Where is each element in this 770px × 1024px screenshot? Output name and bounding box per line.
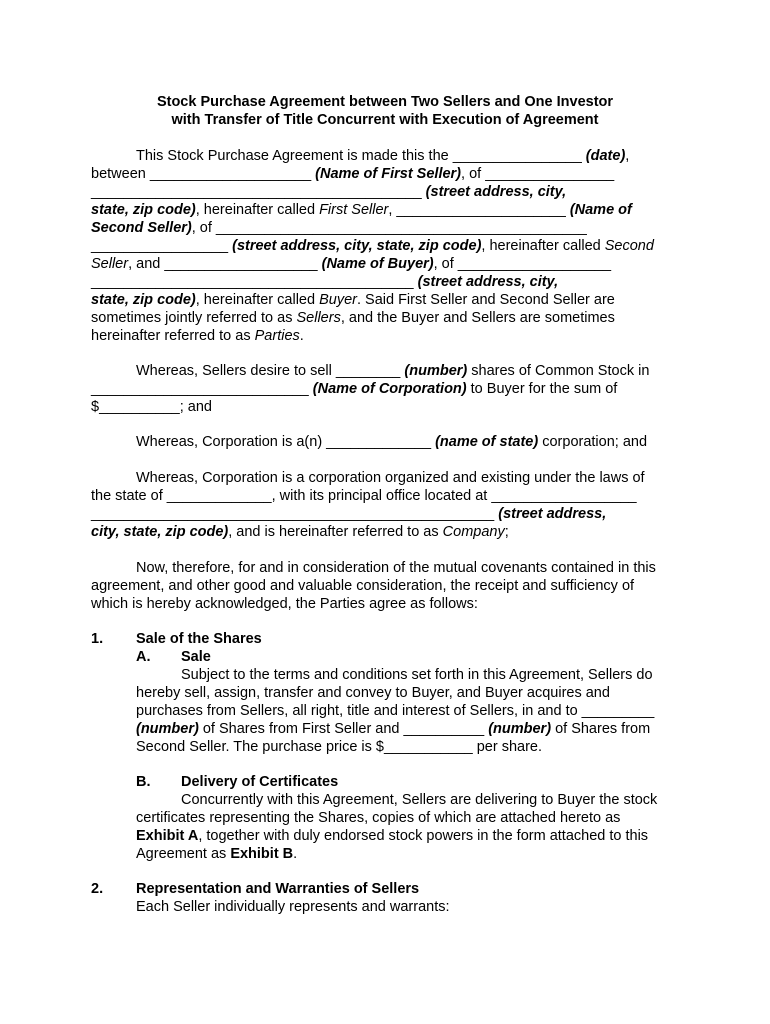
p2-line-3: $__________; and [91,399,212,415]
p4-line-1: Whereas, Corporation is a corporation organized and existing under the laws of [136,470,645,486]
section-1a-letter: A. [136,649,151,665]
section-1a-line-3: purchases from Sellers, all right, title and interest of Sellers, in and to _________ [136,703,655,719]
p1-line-6: _________________ (street address, city, state, zip code), hereinafter called Second [91,238,654,254]
section-1-number: 1. [91,631,104,647]
section-2-line-1: Each Seller individually represents and warrants: [136,899,450,915]
section-1b-line-1: Concurrently with this Agreement, Sellers are delivering to Buyer the stock [181,792,658,808]
section-2-heading: Representation and Warranties of Sellers [136,881,420,897]
p2-line-2: ___________________________ (Name of Corporation) to Buyer for the sum of [91,381,618,397]
section-1a-line-2: hereby sell, assign, transfer and convey to Buyer, and Buyer acquires and [136,685,610,701]
section-1a-heading: Sale [181,649,211,665]
title-line-2: with Transfer of Title Concurrent with Execution of Agreement [171,112,599,128]
section-1a-line-4: (number) of Shares from First Seller and __________ (number) of Shares from [136,721,651,737]
p1-line-4: state, zip code), hereinafter called First Seller, _____________________ (Name of [91,202,632,218]
p1-line-7: Seller, and ___________________ (Name of Buyer), of ___________________ [91,256,612,272]
p3-line-1: Whereas, Corporation is a(n) _____________ (name of state) corporation; and [136,434,648,450]
p1-line-8: ________________________________________ (street address, city, [91,274,559,290]
p2-line-1: Whereas, Sellers desire to sell ________ (number) shares of Common Stock in [136,363,650,379]
section-1b-heading: Delivery of Certificates [181,774,339,790]
p5-line-2: agreement, and other good and valuable consideration, the receipt and sufficiency of [91,578,635,594]
p1-line-10: sometimes jointly referred to as Sellers, and the Buyer and Sellers are sometimes [91,310,615,326]
section-1-heading: Sale of the Shares [136,631,262,647]
title-line-1: Stock Purchase Agreement between Two Sellers and One Investor [156,94,614,110]
p1-line-11: hereinafter referred to as Parties. [91,328,304,344]
section-1a-line-1: Subject to the terms and conditions set forth in this Agreement, Sellers do [181,667,653,683]
p4-line-4: city, state, zip code), and is hereinafter referred to as Company; [91,524,509,540]
section-1b-line-3: Exhibit A, together with duly endorsed stock powers in the form attached to this [136,828,649,844]
section-2-number: 2. [91,881,104,897]
p1-line-2: between ____________________ (Name of First Seller), of ________________ [91,166,615,182]
p4-line-3: __________________________________________________ (street address, [91,506,607,522]
p5-line-3: which is hereby acknowledged, the Parties agree as follows: [91,596,478,612]
section-1b-line-2: certificates representing the Shares, copies of which are attached hereto as [136,810,621,826]
p1-line-1: This Stock Purchase Agreement is made this the ________________ (date), [136,148,630,164]
section-1b-letter: B. [136,774,151,790]
p1-line-5: Second Seller), of ______________________________________________ [91,220,587,236]
section-1a-line-5: Second Seller. The purchase price is $___________ per share. [136,739,543,755]
p5-line-1: Now, therefore, for and in consideration of the mutual covenants contained in this [136,560,656,576]
p1-line-9: state, zip code), hereinafter called Buyer. Said First Seller and Second Seller are [91,292,615,308]
section-1b-line-4: Agreement as Exhibit B. [136,846,298,862]
p1-line-3: _________________________________________ (street address, city, [91,184,567,200]
p4-line-2: the state of _____________, with its principal office located at __________________ [91,488,637,504]
